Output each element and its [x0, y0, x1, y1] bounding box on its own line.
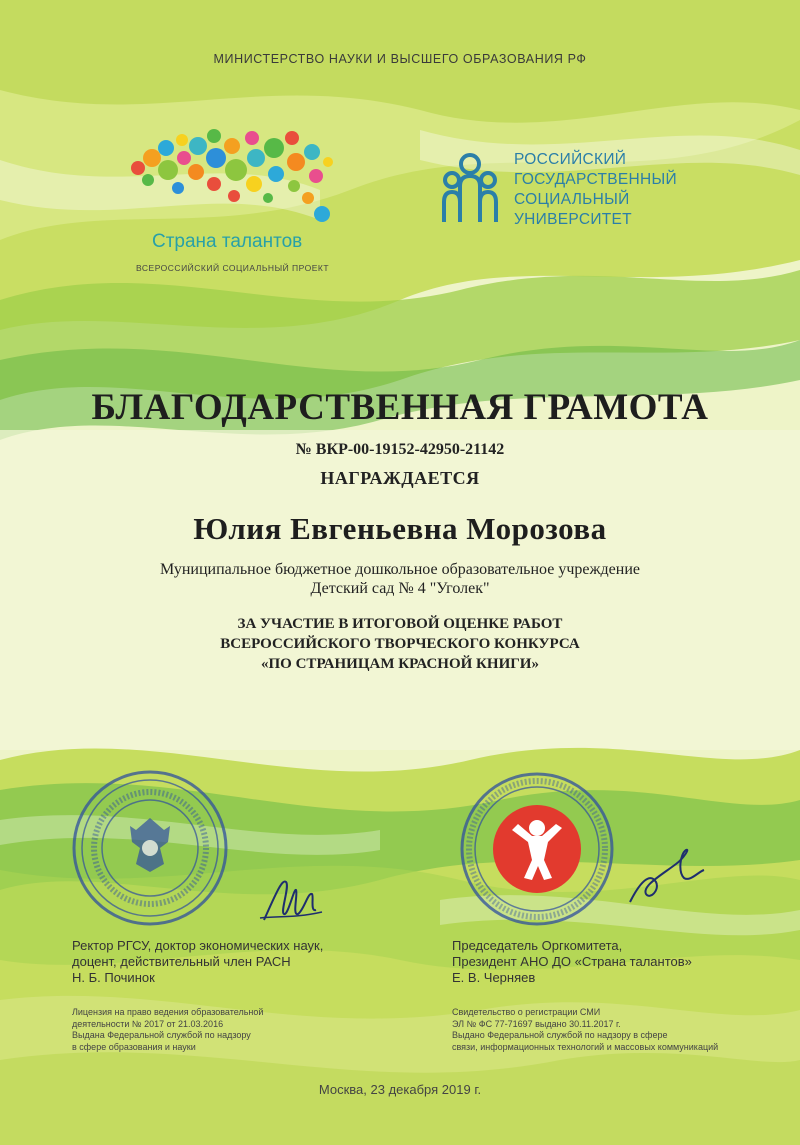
license-line-1: Лицензия на право ведения образовательной — [72, 1007, 264, 1017]
rector-signature — [256, 868, 326, 928]
organization-line-2: Детский сад № 4 "Уголек" — [310, 580, 490, 597]
rgsu-line-2: ГОСУДАРСТВЕННЫЙ — [514, 171, 677, 188]
reason-line-1: ЗА УЧАСТИЕ В ИТОГОВОЙ ОЦЕНКЕ РАБОТ — [237, 616, 563, 632]
award-reason — [0, 614, 800, 674]
reason-line-2: ВСЕРОССИЙСКОГО ТВОРЧЕСКОГО КОНКУРСА — [220, 636, 580, 652]
talents-logo-subtitle: ВСЕРОССИЙСКИЙ СОЦИАЛЬНЫЙ ПРОЕКТ — [136, 263, 330, 273]
issue-date: Москва, 23 декабря 2019 г. — [318, 1082, 482, 1097]
president-line-1: Председатель Оргкомитета, — [452, 938, 623, 953]
rgsu-logo-text — [514, 150, 677, 230]
awarded-label: НАГРАЖДАЕТСЯ — [320, 468, 480, 488]
registration-info — [452, 1007, 718, 1053]
recipient-organization — [0, 560, 800, 598]
rector-signatory — [72, 938, 323, 986]
rector-line-1: Ректор РГСУ, доктор экономических наук, — [72, 938, 324, 953]
license-line-2: деятельности № 2017 от 21.03.2016 — [72, 1018, 224, 1029]
certificate-title: БЛАГОДАРСТВЕННАЯ ГРАМОТА — [91, 387, 709, 428]
rector-line-2: доцент, действительный член РАСН — [72, 954, 291, 969]
talents-logo-name: Страна талантов — [152, 231, 303, 252]
ministry-seal — [70, 768, 230, 928]
rector-line-3: Н. Б. Починок — [72, 970, 155, 985]
rgsu-line-3: СОЦИАЛЬНЫЙ — [514, 191, 630, 208]
organization-line-1: Муниципальное бюджетное дошкольное образовательное учреждение — [160, 561, 640, 578]
registration-line-2: ЭЛ № ФС 77-71697 выдано 30.11.2017 г. — [452, 1018, 621, 1029]
license-line-4: в сфере образования и науки — [72, 1041, 196, 1052]
rgsu-line-4: УНИВЕРСИТЕТ — [514, 211, 632, 228]
registration-line-4: связи, информационных технологий и массовых коммуникаций — [452, 1041, 719, 1052]
license-line-3: Выдана Федеральной службой по надзору — [72, 1030, 251, 1040]
registration-line-3: Выдано Федеральной службой по надзору в сфере — [452, 1030, 668, 1040]
certificate-number: № ВКР-00-19152-42950-21142 — [295, 441, 505, 458]
president-signatory — [452, 938, 692, 986]
rgsu-line-1: РОССИЙСКИЙ — [514, 151, 627, 168]
reason-line-3: «ПО СТРАНИЦАМ КРАСНОЙ КНИГИ» — [261, 656, 539, 672]
president-signature — [620, 842, 710, 912]
registration-line-1: Свидетельство о регистрации СМИ — [452, 1007, 601, 1017]
license-info — [72, 1007, 263, 1053]
talents-seal — [458, 770, 616, 928]
recipient-name: Юлия Евгеньевна Морозова — [193, 511, 607, 546]
ministry-header: МИНИСТЕРСТВО НАУКИ И ВЫСШЕГО ОБРАЗОВАНИЯ РФ — [213, 52, 587, 66]
president-line-2: Президент АНО ДО «Страна талантов» — [452, 954, 692, 969]
family-figures-logo — [440, 152, 500, 224]
russia-map-bubbles-logo — [118, 118, 338, 228]
president-line-3: Е. В. Черняев — [452, 970, 536, 985]
